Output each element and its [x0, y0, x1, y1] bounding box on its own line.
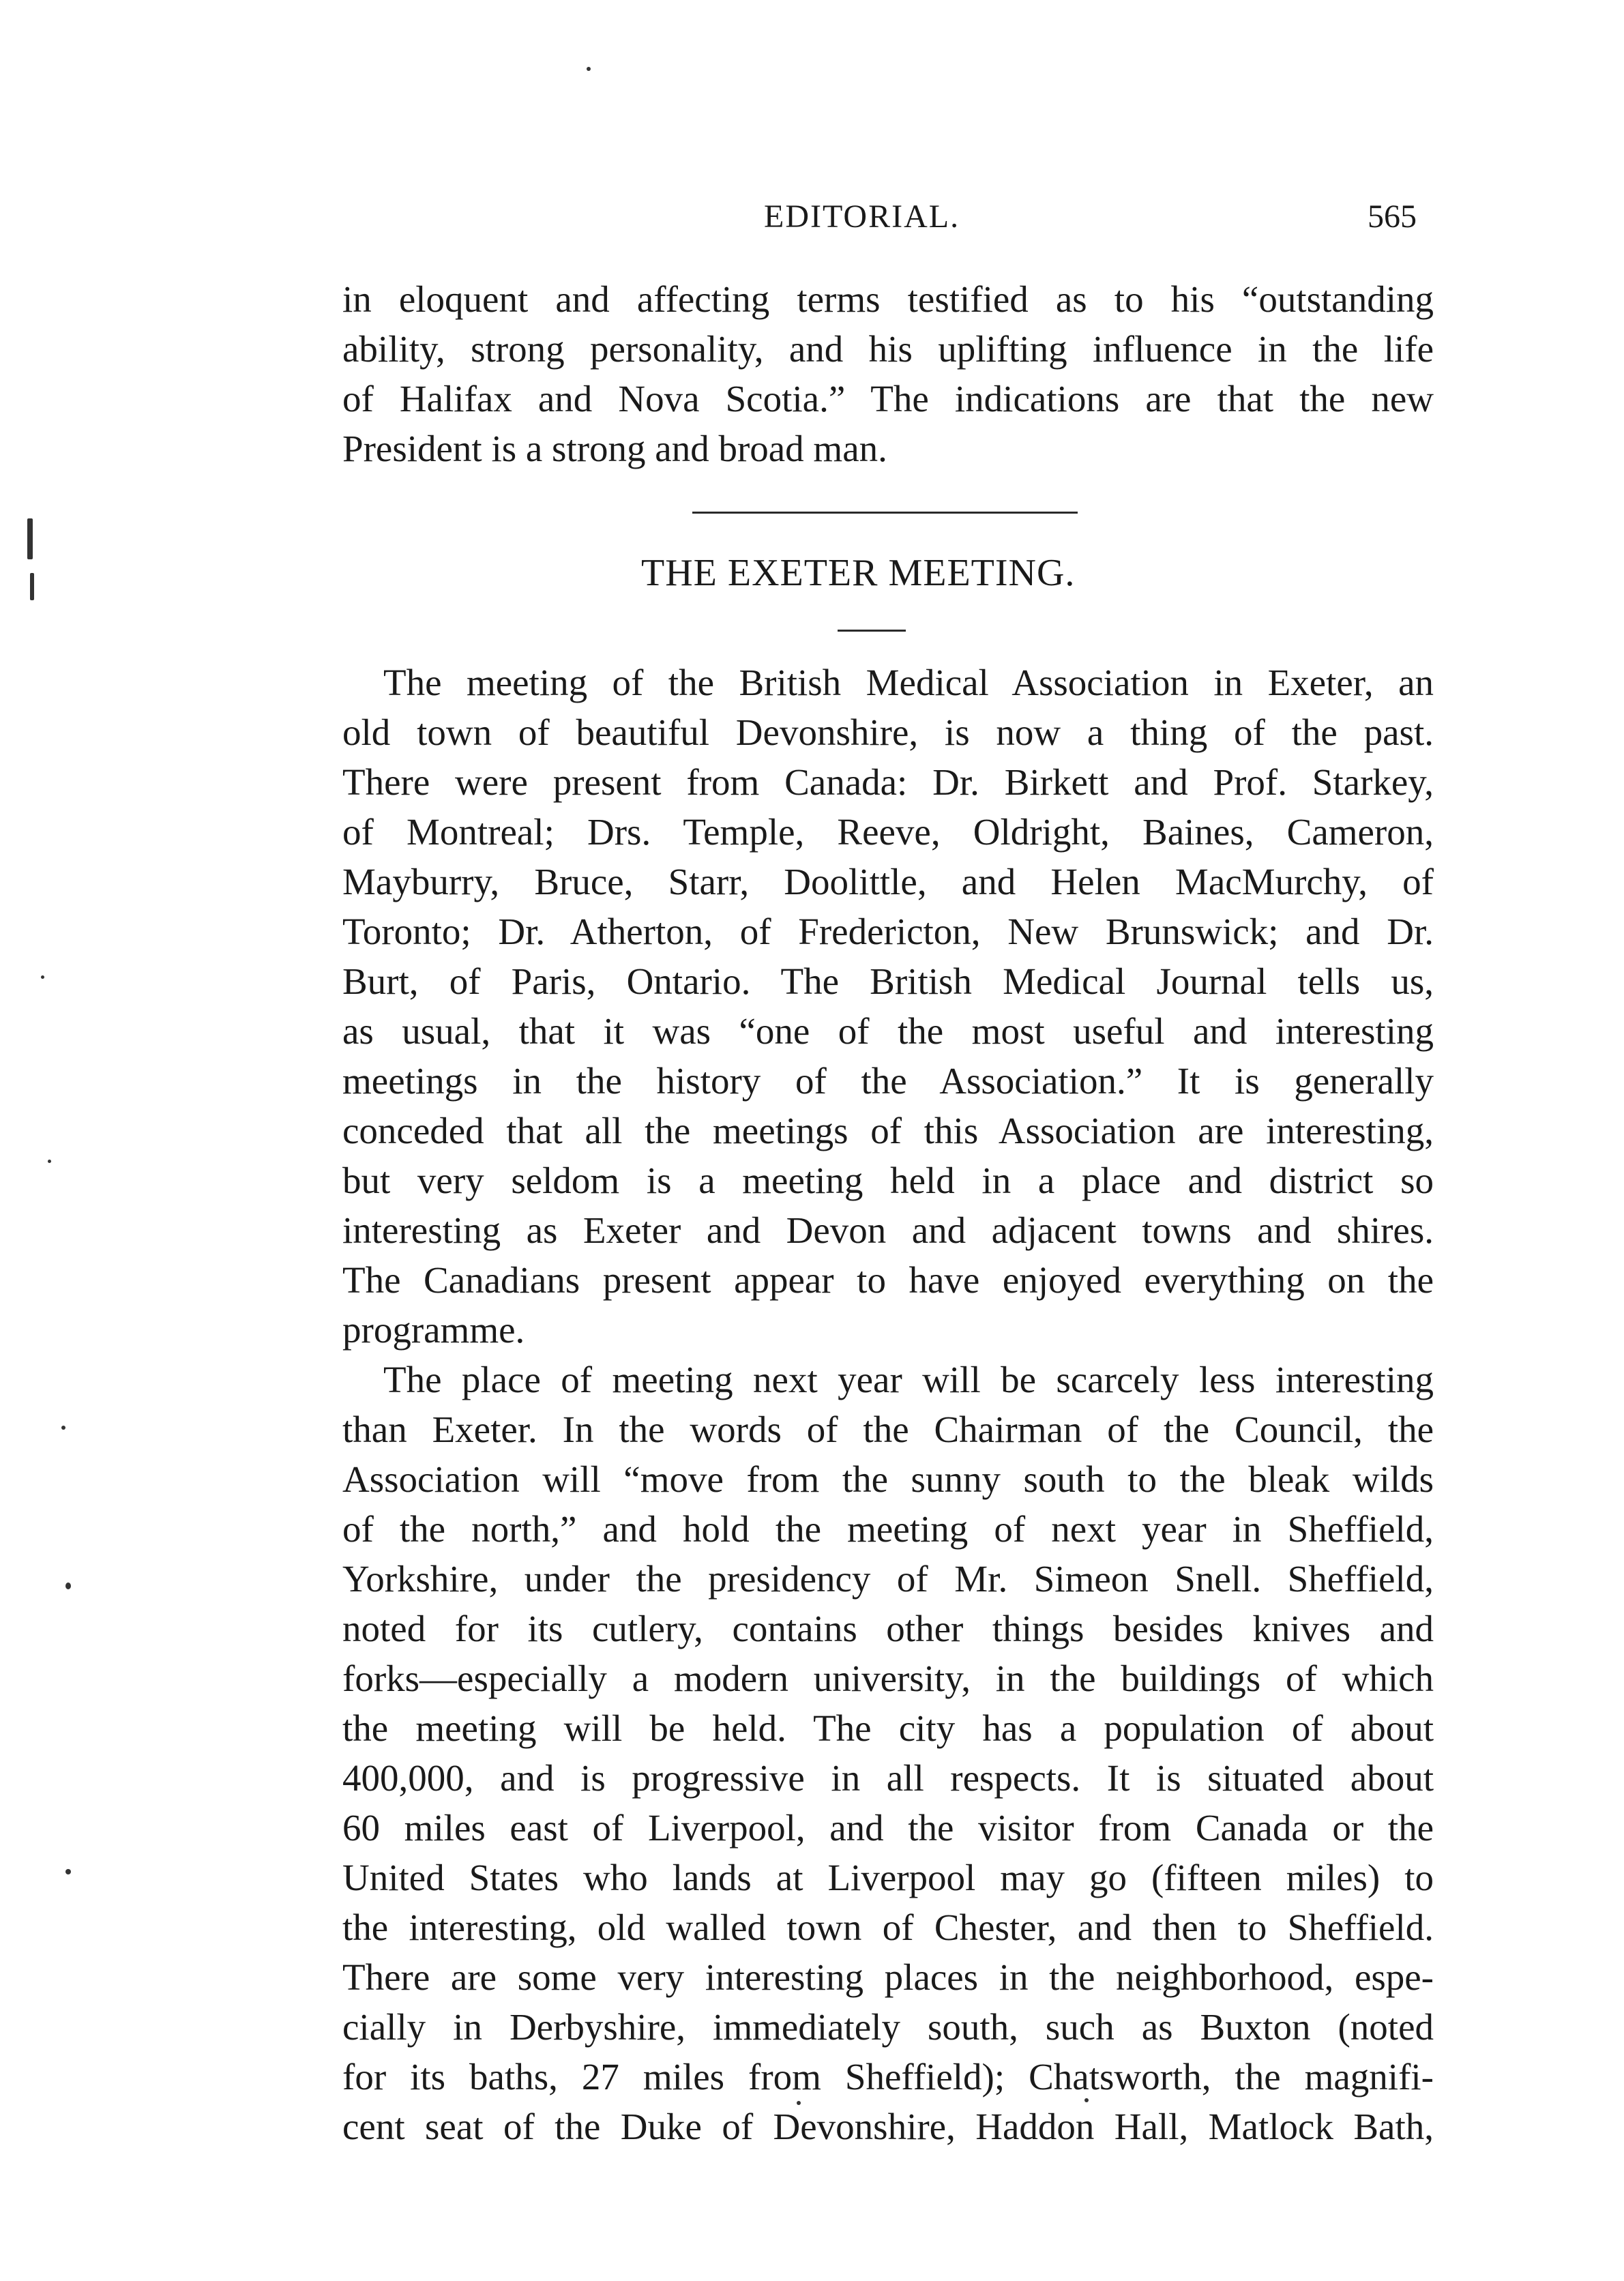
text-line: of Montreal; Drs. Temple, Reeve, Oldright, Baines, Cameron,: [342, 811, 1434, 853]
text-line: programme.: [342, 1309, 525, 1351]
text-line: the interesting, old walled town of Chester, and then to Sheffield.: [342, 1907, 1434, 1948]
text-line: cially in Derbyshire, immediately south, such as Buxton (noted: [342, 2006, 1434, 2048]
text-line: of Halifax and Nova Scotia.” The indications are that the new: [342, 378, 1434, 420]
section-title: THE EXETER MEETING.: [641, 552, 1076, 594]
text-line: The meeting of the British Medical Association in Exeter, an: [383, 662, 1434, 703]
text-line: as usual, that it was “one of the most useful and interesting: [342, 1010, 1434, 1052]
text-line: meetings in the history of the Association.” It is generally: [342, 1060, 1434, 1102]
scan-speck: [61, 1426, 65, 1430]
text-line: ability, strong personality, and his uplifting influence in the life: [342, 328, 1434, 370]
text-line: noted for its cutlery, contains other things besides knives and: [342, 1608, 1434, 1649]
scan-speck: [587, 67, 591, 71]
scan-speck: [797, 2101, 801, 2105]
intro-paragraph: [342, 274, 1434, 473]
scan-speck: [65, 1869, 71, 1874]
title-underline-rule: [838, 630, 906, 632]
scan-speck: [27, 518, 33, 559]
text-line: United States who lands at Liverpool may go (fifteen miles) to: [342, 1857, 1434, 1898]
text-line: but very seldom is a meeting held in a place and district so: [342, 1160, 1434, 1201]
scan-speck: [48, 1160, 51, 1163]
text-line: President is a strong and broad man.: [342, 428, 887, 469]
scan-speck: [1084, 2098, 1089, 2102]
text-line: There were present from Canada: Dr. Birkett and Prof. Starkey,: [342, 761, 1434, 803]
text-line: 60 miles east of Liverpool, and the visitor from Canada or the: [342, 1807, 1434, 1849]
article-body: [342, 658, 1434, 2151]
text-line: There are some very interesting places in the neighborhood, espe-: [342, 1956, 1434, 1998]
text-line: The place of meeting next year will be scarcely less interesting: [383, 1359, 1434, 1400]
scan-speck: [41, 975, 44, 979]
running-head: EDITORIAL.: [764, 198, 960, 235]
text-line: The Canadians present appear to have enjoyed everything on the: [342, 1259, 1434, 1301]
text-line: Toronto; Dr. Atherton, of Fredericton, New Brunswick; and Dr.: [342, 911, 1434, 952]
text-line: Yorkshire, under the presidency of Mr. Simeon Snell. Sheffield,: [342, 1558, 1434, 1600]
text-line: the meeting will be held. The city has a population of about: [342, 1707, 1434, 1749]
text-line: conceded that all the meetings of this Association are interesting,: [342, 1110, 1434, 1151]
scan-speck: [65, 1583, 71, 1589]
text-line: of the north,” and hold the meeting of next year in Sheffield,: [342, 1508, 1434, 1550]
section-divider-rule: [692, 512, 1078, 514]
text-line: Mayburry, Bruce, Starr, Doolittle, and Helen MacMurchy, of: [342, 861, 1434, 902]
text-line: than Exeter. In the words of the Chairman of the Council, the: [342, 1409, 1434, 1450]
text-line: cent seat of the Duke of Devonshire, Haddon Hall, Matlock Bath,: [342, 2106, 1434, 2147]
text-line: for its baths, 27 miles from Sheffield); Chatsworth, the magnifi-: [342, 2056, 1434, 2098]
page-number: 565: [1368, 198, 1417, 235]
text-line: old town of beautiful Devonshire, is now a thing of the past.: [342, 711, 1434, 753]
text-line: in eloquent and affecting terms testified as to his “outstanding: [342, 278, 1434, 320]
text-line: Association will “move from the sunny south to the bleak wilds: [342, 1458, 1434, 1500]
text-line: interesting as Exeter and Devon and adjacent towns and shires.: [342, 1209, 1434, 1251]
text-line: 400,000, and is progressive in all respects. It is situated about: [342, 1757, 1434, 1799]
text-line: Burt, of Paris, Ontario. The British Medical Journal tells us,: [342, 960, 1434, 1002]
text-line: forks—especially a modern university, in the buildings of which: [342, 1658, 1434, 1699]
scan-speck: [30, 573, 34, 600]
